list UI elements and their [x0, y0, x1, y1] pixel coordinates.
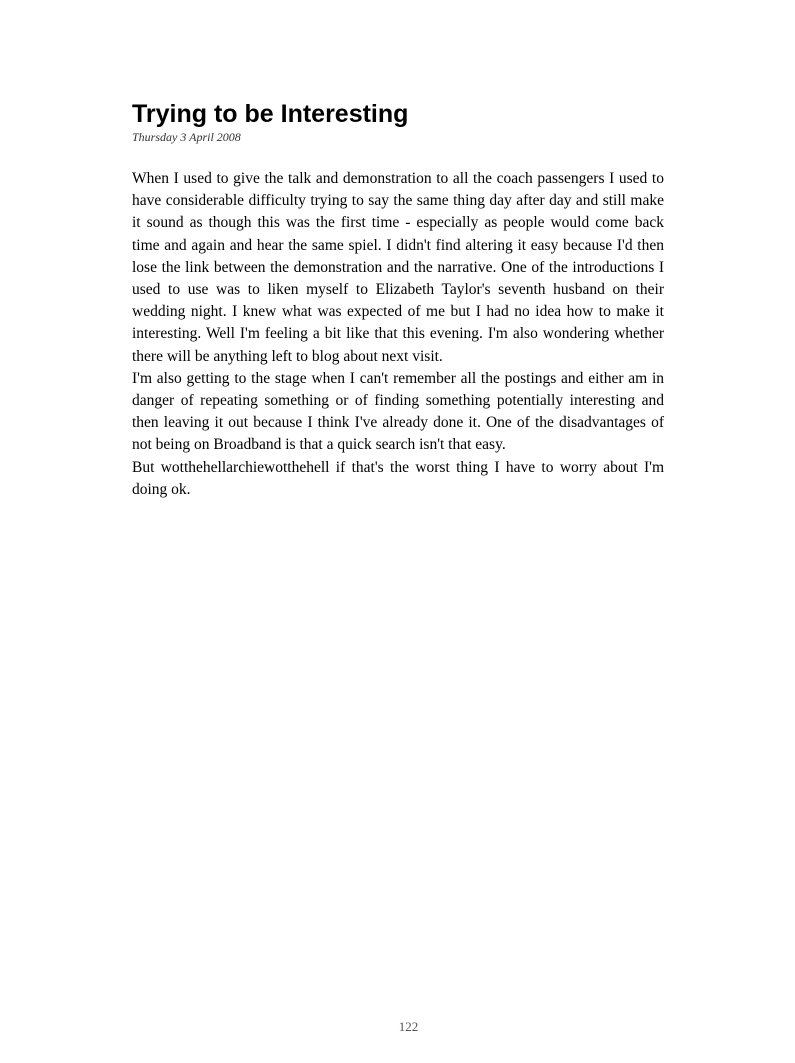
- post-date: Thursday 3 April 2008: [132, 130, 241, 144]
- post-body: [132, 168, 664, 501]
- body-paragraph: I'm also getting to the stage when I can't remember all the postings and either am in danger of repeating something or of finding something potentially interesting and then leaving it out because I think I've already done it. One of the disadvantages of not being on Broadband is that a quick search isn't that easy.: [132, 369, 664, 454]
- page-number: 122: [398, 1019, 419, 1034]
- post-title: Trying to be Interesting: [132, 100, 409, 128]
- body-paragraph: But wotthehellarchiewotthehell if that's the worst thing I have to worry about I'm doing ok.: [132, 458, 664, 498]
- body-paragraph: When I used to give the talk and demonstration to all the coach passengers I used to have considerable difficulty trying to say the same thing day after day and still make it sound as though this was the first time - especially as people would come back time and again and hear the same spiel. I didn't find altering it easy because I'd then lose the link between the demonstration and the narrative. One of the introductions I used to use was to liken myself to Elizabeth Taylor's seventh husband on their wedding night. I knew what was expected of me but I had no idea how to make it interesting. Well I'm feeling a bit like that this evening. I'm also wondering whether there will be anything left to blog about next visit.: [132, 170, 664, 365]
